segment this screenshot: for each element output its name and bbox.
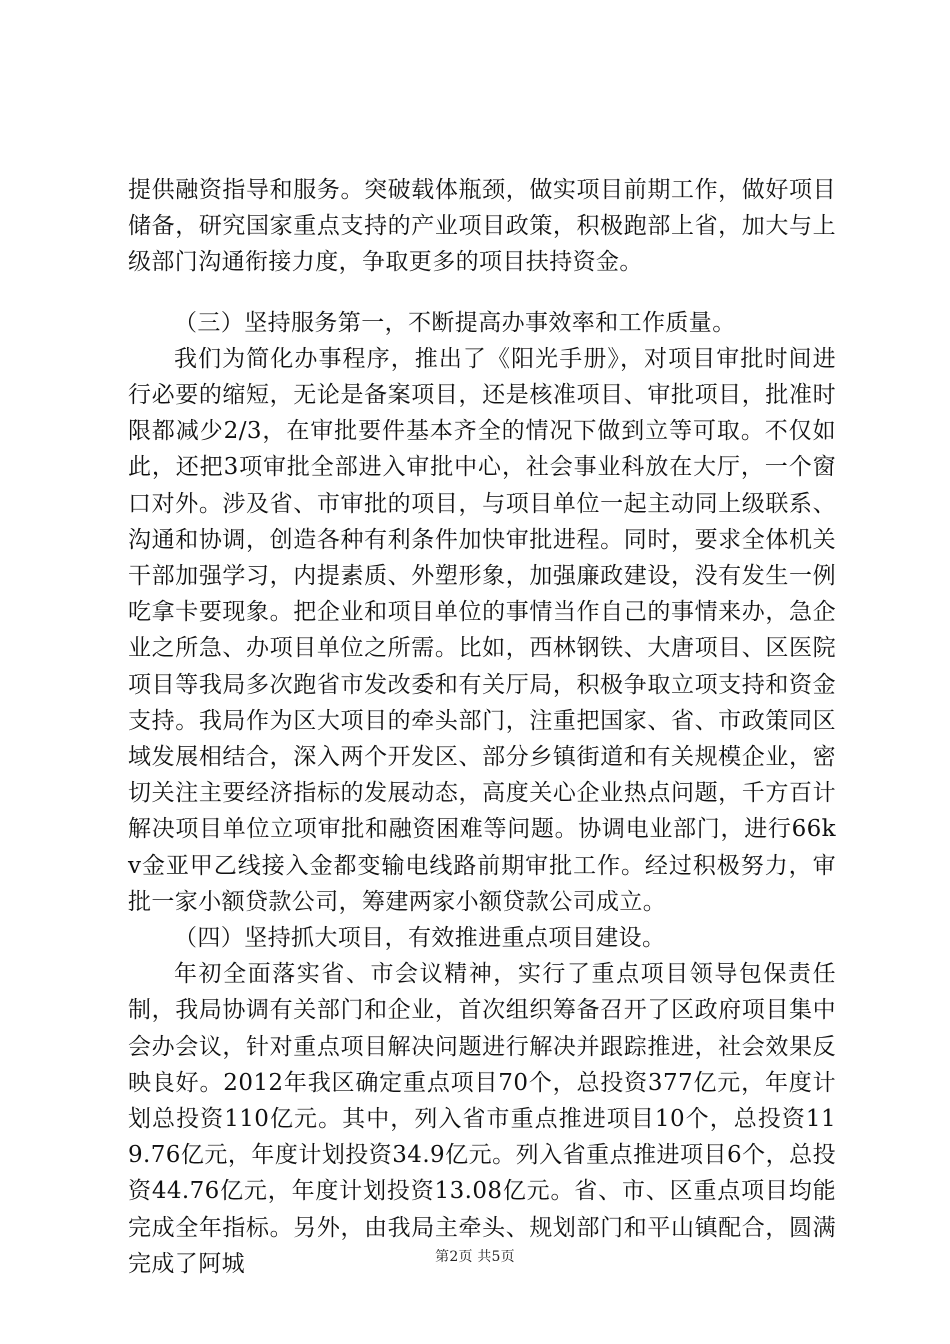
section-heading-major-projects: （四）坚持抓大项目，有效推进重点项目建设。 [174, 925, 666, 952]
paragraph-key-projects: 年初全面落实省、市会议精神，实行了重点项目领导包保责任制，我局协调有关部门和企业，首次组织筹备召开了区政府项目集中会办会议，针对重点项目解决问题进行解决并跟踪推进，社会效果反映良好。2012年我区确定重点项目70个，总投资377亿元，年度计划总投资110亿元。其中，列入省市重点推进项目10个，总投资119.76亿元，年度计划投资34.9亿元。列入省重点推进项目6个，总投资44.76亿元，年度计划投资13.08亿元。省、市、区重点项目均能完成全年指标。另外，由我局主牵头、规划部门和平山镇配合，圆满完成了阿城 [128, 961, 836, 1277]
paragraph-service-efficiency: 我们为简化办事程序，推出了《阳光手册》，对项目审批时间进行必要的缩短，无论是备案项目，还是核准项目、审批项目，批准时限都减少2/3，在审批要件基本齐全的情况下做到立等可取。不仅如此，还把3项审批全部进入审批中心，社会事业科放在大厅，一个窗口对外。涉及省、市审批的项目，与项目单位一起主动同上级联系、沟通和协调，创造各种有利条件加快审批进程。同时，要求全体机关干部加强学习，内提素质、外塑形象，加强廉政建设，没有发生一例吃拿卡要现象。把企业和项目单位的事情当作自己的事情来办，急企业之所急、办项目单位之所需。比如，西林钢铁、大唐项目、区医院项目等我局多次跑省市发改委和有关厅局，积极争取立项支持和资金支持。我局作为区大项目的牵头部门，注重把国家、省、市政策同区域发展相结合，深入两个开发区、部分乡镇街道和有关规模企业，密切关注主要经济指标的发展动态，高度关心企业热点问题，千方百计解决项目单位立项审批和融资困难等问题。协调电业部门，进行66kv金亚甲乙线接入金都变输电线路前期审批工作。经过积极努力，审批一家小额贷款公司，筹建两家小额贷款公司成立。 [128, 345, 836, 915]
paragraph-financing-guidance: 提供融资指导和服务。突破载体瓶颈，做实项目前期工作，做好项目储备，研究国家重点支持的产业项目政策，积极跑部上省，加大与上级部门沟通衔接力度，争取更多的项目扶持资金。 [128, 177, 836, 276]
page-footer: 第2页 共5页 [435, 1249, 515, 1265]
section-heading-service-first: （三）坚持服务第一，不断提高办事效率和工作质量。 [174, 309, 736, 336]
paragraph-gap [128, 281, 836, 305]
document-body [128, 172, 836, 1282]
